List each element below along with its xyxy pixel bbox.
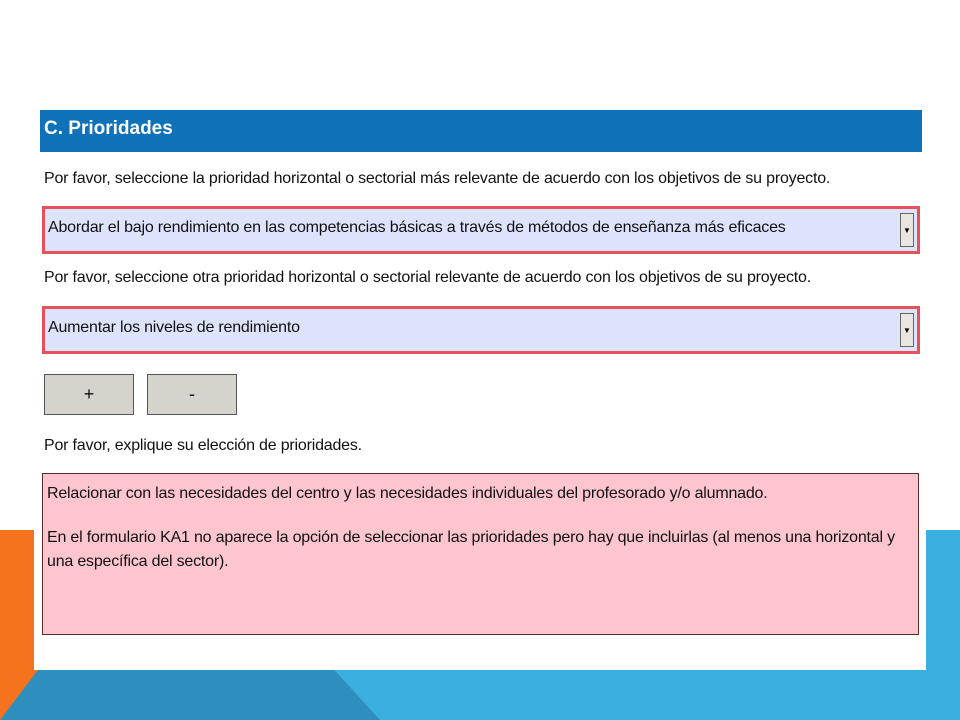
priority1-select[interactable] (42, 206, 920, 254)
section-title: C. Prioridades (44, 118, 173, 139)
explanation-label: Por favor, explique su elección de prioridades. (44, 437, 362, 454)
explanation-paragraph-1: Relacionar con las necesidades del centro y las necesidades individuales del profesorado y/o alumnado. (47, 485, 768, 502)
priority2-select[interactable] (42, 306, 920, 354)
chevron-down-icon[interactable]: ▼ (900, 313, 914, 347)
remove-priority-button[interactable]: - (147, 374, 237, 415)
add-priority-button[interactable]: + (44, 374, 134, 415)
priority2-label: Por favor, seleccione otra prioridad horizontal o sectorial relevante de acuerdo con los objetivos de su proyecto. (44, 269, 811, 286)
priority1-label: Por favor, seleccione la prioridad horizontal o sectorial más relevante de acuerdo con los objetivos de su proyecto. (44, 170, 831, 187)
explanation-paragraph-2: En el formulario KA1 no aparece la opción de seleccionar las prioridades pero hay que incluirlas (al menos una horizontal y una específica del sector). (47, 529, 895, 570)
chevron-down-icon[interactable]: ▼ (900, 213, 914, 247)
priority1-value: Abordar el bajo rendimiento en las competencias básicas a través de métodos de enseñanza más eficaces (48, 219, 786, 236)
slide-decoration-dark-blue (0, 670, 380, 720)
explanation-textarea[interactable] (42, 473, 919, 635)
section-header (40, 110, 922, 152)
priority2-value: Aumentar los niveles de rendimiento (48, 319, 300, 336)
